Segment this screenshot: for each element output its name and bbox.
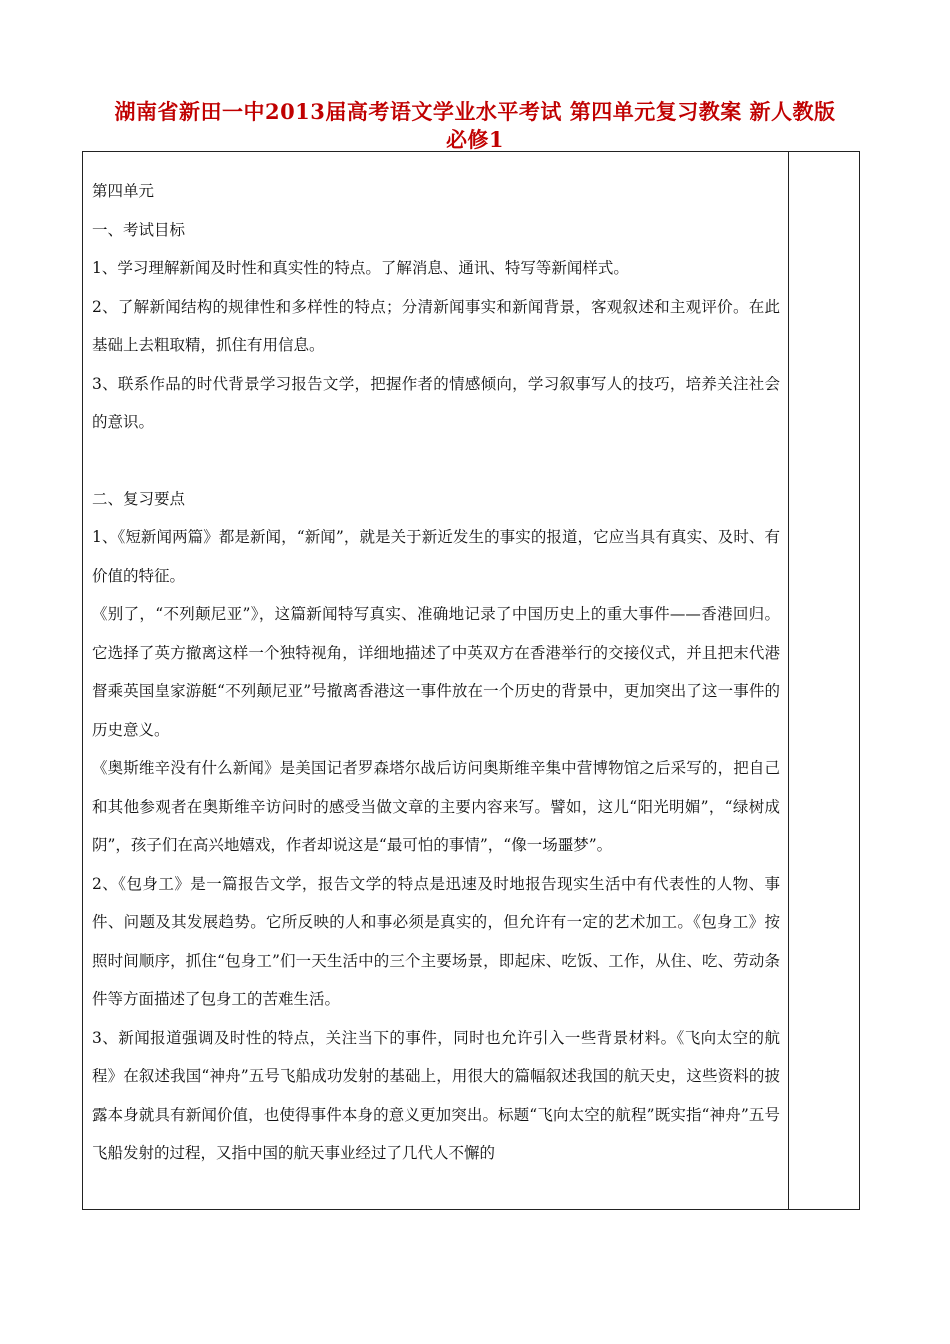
- point-item: 《别了，“不列颠尼亚”》，这篇新闻特写真实、准确地记录了中国历史上的重大事件——香港回归。它选择了英方撤离这样一个独特视角，详细地描述了中英双方在香港举行的交接仪式，并且把末代港督乘英国皇家游艇“不列颠尼亚”号撤离香港这一事件放在一个历史的背景中，更加突出了这一事件的历史意义。: [92, 605, 780, 739]
- point-item: 2、《包身工》是一篇报告文学，报告文学的特点是迅速及时地报告现实生活中有代表性的人物、事件、问题及其发展趋势。它所反映的人和事必须是真实的，但允许有一定的艺术加工。《包身工》按照时间顺序，抓住“包身工”们一天生活中的三个主要场景，即起床、吃饭、工作，从住、吃、劳动条件等方面描述了包身工的苦难生活。: [92, 874, 780, 1008]
- spacer: [92, 442, 780, 480]
- goal-item: 3、联系作品的时代背景学习报告文学，把握作者的情感倾向，学习叙事写人的技巧，培养关注社会的意识。: [92, 374, 780, 431]
- section-heading-points: 二、复习要点: [92, 489, 186, 508]
- goal-item: 2、了解新闻结构的规律性和多样性的特点；分清新闻事实和新闻背景，客观叙述和主观评价。在此基础上去粗取精，抓住有用信息。: [92, 297, 780, 354]
- point-item: 《奥斯维辛没有什么新闻》是美国记者罗森塔尔战后访问奥斯维辛集中营博物馆之后采写的，把自己和其他参观者在奥斯维辛访问时的感受当做文章的主要内容来写。譬如，这儿“阳光明媚”，“绿树成阴”，孩子们在高兴地嬉戏，作者却说这是“最可怕的事情”，“像一场噩梦”。: [92, 759, 780, 854]
- lesson-table: [82, 151, 860, 1210]
- title-line-1: 湖南省新田一中2013届高考语文学业水平考试 第四单元复习教案 新人教版: [114, 99, 836, 124]
- title-line-2: 必修1: [445, 127, 505, 152]
- unit-heading: 第四单元: [92, 182, 155, 200]
- document-title: [80, 98, 870, 154]
- point-item: 3、新闻报道强调及时性的特点，关注当下的事件，同时也允许引入一些背景材料。《飞向太空的航程》在叙述我国“神舟”五号飞船成功发射的基础上，用很大的篇幅叙述我国的航天史，这些资料的披露本身就具有新闻价值，也使得事件本身的意义更加突出。标题“飞向太空的航程”既实指“神舟”五号飞船发射的过程，又指中国的航天事业经过了几代人不懈的: [92, 1028, 780, 1162]
- column-divider: [788, 152, 789, 1209]
- section-heading-goals: 一、考试目标: [92, 220, 186, 239]
- point-item: 1、《短新闻两篇》都是新闻，“新闻”，就是关于新近发生的事实的报道，它应当具有真实、及时、有价值的特征。: [92, 528, 780, 585]
- goal-item: 1、学习理解新闻及时性和真实性的特点。了解消息、通讯、特写等新闻样式。: [92, 259, 629, 277]
- lesson-content: [92, 172, 780, 1173]
